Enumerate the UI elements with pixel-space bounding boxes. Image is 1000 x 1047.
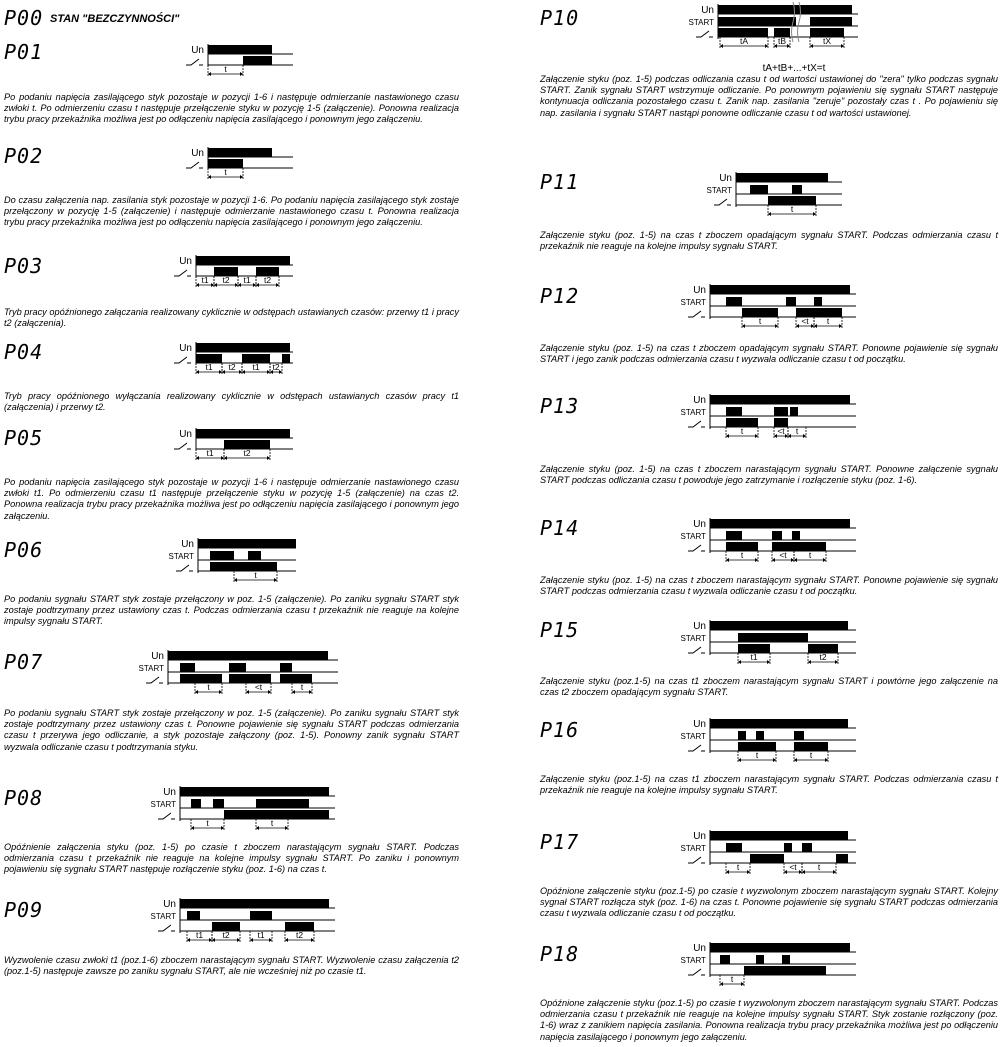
signal-label-start: START: [138, 664, 164, 673]
un-pulse: [710, 719, 848, 728]
signal-label-un: Un: [191, 45, 204, 56]
time-label: t2: [819, 652, 827, 662]
signal-label-un: Un: [151, 651, 164, 662]
signal-label-un: Un: [693, 943, 706, 954]
mode-description: Załączenie styku (poz. 1-5) na czas t zboczem opadającym sygnału START. Podczas odmierzania czasu t przekaźnik nie reaguje na kolejne impulsy sygnału START.: [540, 230, 998, 252]
signal-label-un: Un: [693, 719, 706, 730]
timing-diagram: [702, 170, 842, 224]
start-pulse: [738, 633, 808, 642]
time-label: tX: [822, 36, 832, 46]
signal-label-un: Un: [693, 621, 706, 632]
start-pulse: [718, 17, 796, 26]
time-label: <t: [779, 550, 787, 560]
timing-diagram: [168, 145, 293, 191]
timing-diagram: [168, 253, 293, 299]
un-pulse: [736, 173, 828, 182]
signal-label-start: START: [680, 298, 706, 307]
time-label: t2: [272, 362, 280, 372]
signal-label-start: START: [680, 408, 706, 417]
un-pulse: [710, 831, 848, 840]
signal-label-un: Un: [179, 429, 192, 440]
contact-symbol-icon: [186, 162, 203, 168]
un-pulse: [198, 539, 296, 548]
start-pulse: [794, 731, 804, 740]
start-pulse: [187, 911, 200, 920]
time-label: t: [254, 570, 257, 580]
contact-symbol-icon: [174, 443, 191, 449]
mode-code: P05: [4, 426, 44, 450]
start-pulse: [792, 531, 800, 540]
mode-code: P07: [4, 650, 44, 674]
contact-symbol-icon: [688, 969, 705, 975]
mode-code: P15: [540, 618, 580, 642]
start-pulse: [814, 297, 822, 306]
mode-description: Opóźnione załączenie styku (poz.1-5) po czasie t wyzwolonym zboczem narastającym sygnału START. Kolejny sygnał START rozłącza styk (poz. 1-6) na czas t. Ponowne pojawienie się sygnału START podczas odmierzania czasu t wyzwala odliczanie czasu t od początku.: [540, 886, 998, 919]
start-pulse: [726, 297, 742, 306]
start-pulse: [720, 955, 730, 964]
start-pulse: [280, 663, 292, 672]
mode-code: P00: [4, 6, 44, 30]
start-pulse: [738, 731, 746, 740]
signal-label-un: Un: [693, 395, 706, 406]
contact-symbol-icon: [688, 421, 705, 427]
mode-description: Po podaniu sygnału START styk zostaje przełączony w poz. 1-5 (załączenie). Po zaniku sygnału START styk zostaje podtrzymany przez ustawiony czas t. Ponowne pojawienie się sygnału START podczas odmierzania czasu t przerywa jego odliczanie, a styk pozostaje załączony (poz. 1-5). Ponowny zanik sygnału START wyzwala odliczanie czasu t podtrzymania styku.: [4, 708, 459, 752]
time-label: t: [224, 64, 227, 74]
signal-label-start: START: [680, 956, 706, 965]
signal-label-start: START: [680, 634, 706, 643]
start-pulse: [248, 551, 261, 560]
time-label: t2: [222, 930, 230, 940]
start-pulse: [750, 185, 768, 194]
signal-label-start: START: [168, 552, 194, 561]
start-pulse: [786, 297, 796, 306]
mode-code: P14: [540, 516, 580, 540]
contact-symbol-icon: [174, 270, 191, 276]
un-pulse: [710, 395, 850, 404]
start-pulse: [256, 799, 309, 808]
time-formula: tA+tB+...+tX=t: [762, 63, 826, 74]
signal-label-start: START: [680, 844, 706, 853]
contact-symbol-icon: [688, 545, 705, 551]
contact-symbol-icon: [176, 565, 193, 571]
timing-diagram: [142, 896, 337, 950]
timing-diagram: [142, 784, 337, 838]
mode-code: P03: [4, 254, 44, 278]
mode-description: Załączenie styku (poz. 1-5) podczas odliczania czasu t od wartości ustawionej do "zera" tylko podczas sygnału START. Zanik sygnału START wstrzymuje odliczanie. Po ponownym pojawieniu się sygnału START następuje kontynuacja odliczania pozostałego czasu t. Zanik nap. zasilania "zeruje" pozostały czas t . Po pojawieniu się nap. zasilania i sygnału START nastąpi ponowne odliczanie czasu t od wartości ustawionej.: [540, 74, 998, 118]
mode-code: P13: [540, 394, 580, 418]
time-label: t: [758, 316, 762, 326]
start-pulse: [229, 663, 246, 672]
output-pulse: [836, 854, 848, 863]
mode-code: P02: [4, 144, 44, 168]
start-pulse: [756, 731, 764, 740]
contact-symbol-icon: [174, 357, 191, 363]
output-pulse: [180, 674, 222, 683]
un-pulse: [208, 45, 272, 54]
start-pulse: [191, 799, 201, 808]
output-pulse: [282, 354, 290, 363]
time-label: t: [736, 862, 740, 872]
signal-label-un: Un: [179, 256, 192, 267]
mode-title: STAN "BEZCZYNNOŚCI": [50, 13, 180, 25]
un-pulse: [208, 148, 272, 157]
signal-label-un: Un: [693, 285, 706, 296]
signal-label-un: Un: [701, 5, 714, 16]
time-label: <t: [254, 682, 263, 692]
signal-label-un: Un: [693, 519, 706, 530]
time-label: t: [206, 818, 209, 828]
time-label: t2: [263, 275, 272, 285]
signal-label-un: Un: [693, 831, 706, 842]
time-label: t1: [206, 448, 214, 458]
signal-label-start: START: [150, 800, 176, 809]
mode-code: P10: [540, 6, 580, 30]
time-label: <t: [777, 426, 785, 436]
output-pulse: [224, 810, 329, 819]
start-pulse: [802, 843, 812, 852]
time-label: t: [300, 682, 304, 692]
signal-label-un: Un: [181, 539, 194, 550]
contact-symbol-icon: [688, 647, 705, 653]
time-label: t2: [295, 930, 304, 940]
un-pulse: [710, 519, 850, 528]
start-pulse: [213, 799, 224, 808]
time-label: <t: [801, 316, 809, 326]
un-pulse: [168, 651, 328, 660]
mode-description: Wyzwolenie czasu zwłoki t1 (poz.1-6) zboczem narastającym sygnału START. Wyzwolenie czasu załączenia t2 (poz.1-5) następuje zawsze po zaniku sygnału START, ale nie wcześniej niż po czasie t1.: [4, 955, 459, 977]
signal-label-start: START: [680, 532, 706, 541]
time-label: t: [795, 426, 799, 436]
mode-code: P09: [4, 898, 44, 922]
timing-diagram: [676, 618, 856, 670]
time-label: t: [740, 426, 744, 436]
mode-code: P08: [4, 786, 44, 810]
start-pulse: [726, 531, 742, 540]
time-label: t1: [750, 652, 758, 662]
start-pulse: [782, 955, 790, 964]
timing-diagram: [676, 392, 856, 450]
start-pulse: [210, 551, 234, 560]
time-label: t1: [252, 362, 260, 372]
time-label: t1: [257, 930, 265, 940]
start-pulse: [726, 407, 742, 416]
mode-code: P04: [4, 340, 44, 364]
signal-label-start: START: [688, 18, 714, 27]
contact-symbol-icon: [158, 925, 175, 931]
signal-label-un: Un: [191, 148, 204, 159]
mode-code: P06: [4, 538, 44, 562]
start-pulse: [180, 663, 195, 672]
timing-diagram: [168, 426, 293, 472]
timing-diagram: [676, 940, 856, 994]
contact-symbol-icon: [186, 59, 203, 65]
un-pulse: [180, 787, 329, 796]
contact-symbol-icon: [696, 31, 713, 37]
output-pulse: [243, 56, 272, 65]
output-pulse: [210, 562, 277, 571]
time-label: t2: [243, 448, 251, 458]
contact-symbol-icon: [688, 745, 705, 751]
mode-description: Załączenie styku (poz. 1-5) na czas t zboczem narastającym sygnału START. Ponowne załączenie sygnału START podczas odliczania czasu t powoduje jego zatrzymanie i rozłączenie styku (poz. 1-6).: [540, 464, 998, 486]
mode-description: Załączenie styku (poz.1-5) na czas t1 zboczem narastającym sygnału START. Podczas odmierzania czasu t przekaźnik nie reaguje na kolejne impulsy sygnału START.: [540, 774, 998, 796]
mode-description: Tryb pracy opóźnionego załączania realizowany cyklicznie w odstępach ustawianych czasów: przerwy t1 i pracy t2 (załączenia).: [4, 307, 459, 329]
time-label: t: [808, 550, 812, 560]
mode-code: P11: [540, 170, 580, 194]
timing-diagram: [168, 42, 293, 90]
mode-code: P16: [540, 718, 580, 742]
time-label: t: [817, 862, 821, 872]
output-pulse: [229, 674, 271, 683]
contact-symbol-icon: [158, 813, 175, 819]
un-pulse: [180, 899, 329, 908]
output-pulse: [750, 854, 784, 863]
time-label: t1: [201, 275, 209, 285]
time-label: t: [790, 204, 794, 214]
time-label: t: [207, 682, 210, 692]
time-label: tB: [777, 36, 787, 46]
mode-code: P01: [4, 40, 44, 64]
mode-code: P12: [540, 284, 580, 308]
contact-symbol-icon: [688, 857, 705, 863]
mode-description: Do czasu załączenia nap. zasilania styk pozostaje w pozycji 1-6. Po podaniu napięcia zasilającego styk zostaje przełączony w pozycję 1-5 (załączenie) i następuje odmierzanie nastawionego czasu t. Ponowna realizacja trybu pracy przekaźnika możliwa jest po odłączeniu napięcia zasilającego i ponownym jego załączeniu.: [4, 195, 459, 228]
un-pulse: [196, 343, 290, 352]
timing-diagram: [676, 828, 856, 880]
time-label: t2: [222, 275, 230, 285]
mode-description: Po podaniu napięcia zasilającego styk pozostaje w pozycji 1-6 i następuje odmierzanie nastawionego czasu zwłoki t1. Po odmierzeniu czasu t1 następuje przełączenie styku w pozycję 1-5 (załączenie) na czas t2. Ponowna realizacja trybu pracy przekaźnika możliwa jest po odłączeniu napięcia zasilającego i ponownym jego załączeniu.: [4, 477, 459, 521]
time-label: t1: [195, 930, 204, 940]
signal-label-un: Un: [163, 899, 176, 910]
mode-description: Tryb pracy opóźnionego wyłączania realizowany cyklicznie w odstępach ustawianych czasów pracy t1 (załączenia) i przerwy t2.: [4, 391, 459, 413]
start-pulse: [250, 911, 272, 920]
un-pulse: [718, 5, 852, 14]
start-pulse: [792, 185, 802, 194]
timing-diagram: [160, 536, 298, 590]
mode-description: Załączenie styku (poz. 1-5) na czas t zboczem narastającym sygnału START. Ponowne pojawienie się sygnału START podczas odmierzania czasu t wyzwala odliczanie czasu t od początku.: [540, 575, 998, 597]
output-pulse: [280, 674, 312, 683]
start-pulse: [810, 17, 852, 26]
start-pulse: [772, 531, 782, 540]
time-label: t: [809, 750, 813, 760]
time-label: t: [755, 750, 759, 760]
output-pulse: [744, 966, 826, 975]
mode-description: Po podaniu sygnału START styk zostaje przełączony w poz. 1-5 (załączenie). Po zaniku sygnału START styk zostaje podtrzymany przez ustawiony czas t. Podczas odmierzania czasu t przekaźnik nie reaguje na kolejne impulsy sygnału START.: [4, 594, 459, 627]
contact-symbol-icon: [714, 199, 731, 205]
signal-label-un: Un: [163, 787, 176, 798]
time-label: t: [270, 818, 274, 828]
mode-description: Załączenie styku (poz. 1-5) na czas t zboczem opadającym sygnału START. Ponowne pojawienie się sygnału START i jego zanik podczas odmierzania czasu t wyzwala odliczanie czasu t od początku.: [540, 343, 998, 365]
time-label: t1: [205, 362, 213, 372]
start-pulse: [774, 407, 788, 416]
un-pulse: [710, 943, 850, 952]
timing-diagram: [676, 716, 856, 768]
contact-symbol-icon: [688, 311, 705, 317]
time-label: t: [740, 550, 744, 560]
signal-label-start: START: [150, 912, 176, 921]
signal-label-start: START: [706, 186, 732, 195]
time-label: t2: [228, 362, 236, 372]
start-pulse: [790, 407, 798, 416]
mode-description: Po podaniu napięcia zasilającego styk pozostaje w pozycji 1-6 i następuje odmierzanie nastawionego czasu zwłoki t. Po odmierzeniu czasu t następuje przełączenie styku w pozycję 1-5 (załączenie). Ponowna realizacja trybu pracy przekaźnika możliwa jest po odłączeniu napięcia zasilającego i ponownym jego załączeniu.: [4, 92, 459, 125]
mode-description: Załączenie styku (poz.1-5) na czas t1 zboczem narastającym sygnału START i powtórne jego załączenie na czas t2 zboczem opadającym sygnału START.: [540, 676, 998, 698]
un-pulse: [710, 621, 848, 630]
timing-diagram: [674, 2, 860, 72]
start-pulse: [726, 843, 742, 852]
timing-diagram: [130, 648, 340, 702]
contact-symbol-icon: [146, 677, 163, 683]
time-label: t: [730, 974, 734, 984]
time-label: t: [826, 316, 830, 326]
un-pulse: [196, 256, 290, 265]
mode-description: Opóźnienie załączenia styku (poz. 1-5) po czasie t zboczem narastającym sygnału START. Podczas odmierzania czasu t przekaźnik nie reaguje na kolejne impulsy sygnału START. Po zaniku i ponownym pojawieniu się sygnału START następuje rozłączenie styku (poz. 1-6) na czas t.: [4, 842, 459, 875]
time-label: <t: [789, 862, 797, 872]
signal-label-un: Un: [179, 343, 192, 354]
start-pulse: [784, 843, 792, 852]
time-label: tA: [739, 36, 749, 46]
timing-diagram: [676, 282, 856, 336]
un-pulse: [710, 285, 850, 294]
signal-label-un: Un: [719, 173, 732, 184]
start-pulse: [756, 955, 764, 964]
signal-label-start: START: [680, 732, 706, 741]
timing-diagram: [168, 340, 293, 386]
un-pulse: [196, 429, 290, 438]
mode-code: P17: [540, 830, 580, 854]
timing-diagram: [676, 516, 856, 570]
mode-code: P18: [540, 942, 580, 966]
time-label: t: [224, 167, 227, 177]
time-label: t1: [243, 275, 251, 285]
mode-description: Opóźnione załączenie styku (poz.1-5) po czasie t wyzwolonym zboczem narastającym sygnału START. Podczas odmierzania czasu t przekaźnik nie reaguje na kolejne impulsy sygnału START. Styk zostanie rozłączony (poz. 1-6) wraz z zanikiem napięcia zasilania. Ponowna realizacja trybu pracy przekaźnika możliwa jest po odłączeniu napięcia zasilającego i ponownym jego załączeniu.: [540, 998, 998, 1042]
